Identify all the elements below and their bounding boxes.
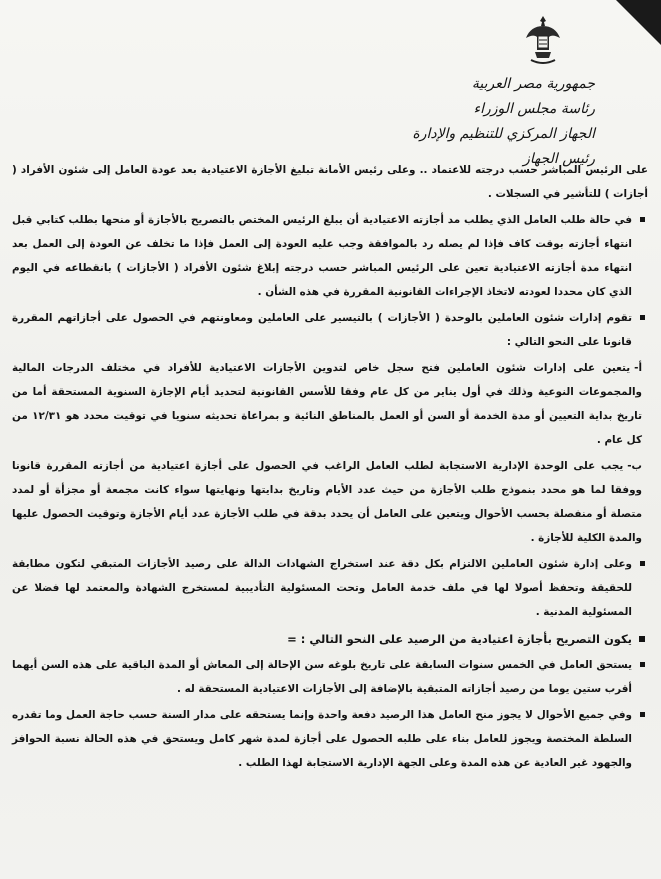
item-b-mark: ب- [627,460,642,472]
item-a-mark: أ- [634,362,642,374]
bullet-retirement-balance: يستحق العامل في الخمس سنوات السابقة على تاريخ بلوغه سن الإحالة إلى المعاش أو المدة الباقية على هذه السن أيهما أقرب ستين يوما من رصيد أجازاته المتبقية بالإضافة إلى الأجازات الاعتيادية المستحقة له . [12,653,648,701]
eagle-emblem-icon [523,14,563,68]
bullet-extend-leave: في حالة طلب العامل الذي يطلب مد أجازته الاعتيادية أن يبلغ الرئيس المختص بالتصريح بالأجازة أو منحها بطلب كتابي قبل انتهاء أجازته بوقت كاف فإذا لم يصله رد بالموافقة وجب عليه العودة إلى العمل فإذا ما تخلف عن العودة إلى العمل بعد انتهاء مدة أجازته الاعتيادية تعين على الرئيس المباشر حسب درجته إبلاغ شئون الأفراد ( الأجازات ) بانقطاعه في اليوم الذي كان محددا لعودته لاتخاذ الإجراءات القانونية المقررة في هذه الشأن . [12,208,648,304]
item-a-text: يتعين على إدارات شئون العاملين فتح سجل خاص لتدوين الأجازات الاعتيادية للأفراد في مختلف الدرجات المالية والمجموعات النوعية وذلك في أول يناير من كل عام وفقا للأسس القانونية لتحديد أيام الإجازة السنوية المستحقة أما من تاريخ بداية التعيين أو مدة الخدمة أو السن أو العمل بالمناطق النائية و بمراعاة تحديثه سنويا في توقيت محدد هو ١٢/٣١ من كل عام . [12,362,642,446]
bullet-balance-distribution: وفي جميع الأحوال لا يجوز منح العامل هذا الرصيد دفعة واحدة وإنما يستحقه على مدار السنة حسب حاجة العمل وما تقدره السلطة المختصة ويجوز للعامل بناء على طلبه الحصول على أجازة لمدة شهر كامل ويستحق في هذه الحالة نسبة الحوافز والجهود غير العادية عن هذه المدة وعلى الجهة الإدارية الاستجابة لهذا الطلب . [12,703,648,775]
bullet-hr-facilitate: تقوم إدارات شئون العاملين بالوحدة ( الأجازات ) بالتيسير على العاملين ومعاونتهم في الحصول على أجازاتهم المقررة قانونا على النحو التالي : [12,306,648,354]
section-heading: يكون التصريح بأجازة اعتيادية من الرصيد على النحو التالي : = [12,627,648,651]
item-b-text: يجب على الوحدة الإدارية الاستجابة لطلب العامل الراغب في الحصول على أجازة اعتيادية من أجازته المقررة قانونا ووفقا لما هو محدد بنموذج طلب الأجازة من حيث عدد الأيام وتاريخ بدايتها ونهايتها سواء كانت مجمعة أو مجزأة أو لمدد متصلة أو منفصلة بحسب الأحوال ويتعين على العامل أن يحدد بدقة في طلب الأجازة عدد أيام الأجازة وتوقيت الحصول عليها والمدة الكلية للأجازة . [12,460,642,544]
letterhead [400,72,595,172]
folded-corner [616,0,661,45]
agency-head: رئيس الجهاز [523,151,595,167]
cabinet-name: رئاسة مجلس الوزراء [473,101,595,117]
item-a [12,356,648,452]
agency-name: الجهاز المركزي للتنظيم والإدارة [412,126,595,142]
document-body [12,158,648,775]
country-name: جمهورية مصر العربية [471,76,595,92]
item-b [12,454,648,550]
bullet-certificates: وعلى إدارة شئون العاملين الالتزام بكل دقة عند استخراج الشهادات الدالة على رصيد الأجازات المتبقي لتكون مطابقة للحقيقة وتحفظ أصولا لها في ملف خدمة العامل وتحت المسئولية التأديبية لمستخرج الشهادة والمعتمد لها فضلا عن المسئولية المدنية . [12,552,648,624]
intro-paragraph: على الرئيس المباشر حسب درجته للاعتماد .. وعلى رئيس الأمانة تبليغ الأجازة الاعتيادية بعد عودة العامل إلى شئون الأفراد ( أجازات ) للتأشير في السجلات . [12,164,648,200]
